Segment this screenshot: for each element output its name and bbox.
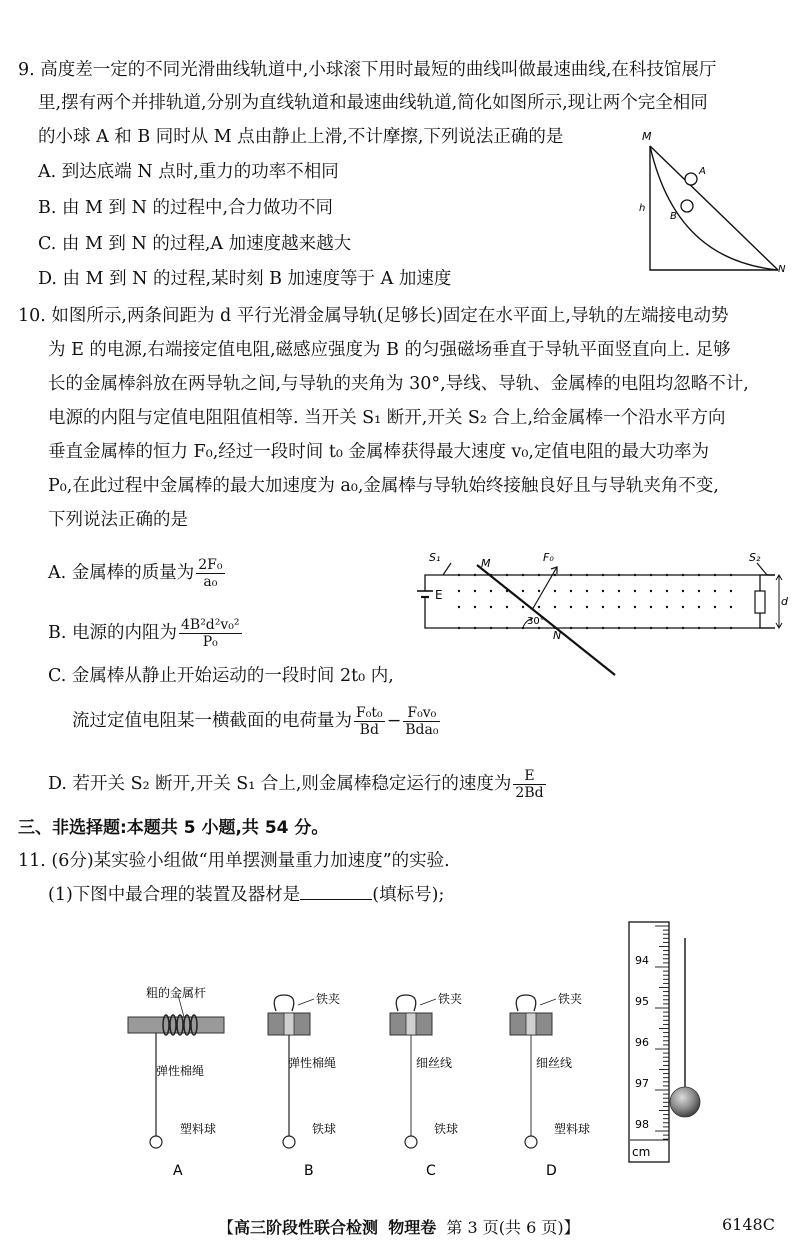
q10-line-1: 10. 如图所示,两条间距为 d 平行光滑金属导轨(足够长)固定在水平面上,导轨的左端接电动势 (18, 306, 729, 326)
q9-line-2: 里,摆有两个并排轨道,分别为直线轨道和最速曲线轨道,简化如图所示,现让两个完全相同 (38, 93, 708, 113)
label-a: A (699, 166, 706, 177)
q10-option-c-line-2: 流过定值电阻某一横截面的电荷量为 $\frac{\text{F₀t₀}}{Bd}$ − $\frac{\text{F₀v₀}}{\text{Bda₀}}$ (72, 705, 439, 738)
q10-line-2: 为 E 的电源,右端接定值电阻,磁感应强度为 B 的匀强磁场垂直于导轨平面竖直向上. 足够 (48, 340, 731, 360)
tick-label-95: 95 (635, 995, 649, 1008)
apparatus-a-string-label: 弹性棉绳 (156, 1064, 205, 1078)
q10-line-5: 垂直金属棒的恒力 F₀,经过一段时间 t₀ 金属棒获得最大速度 v₀,定值电阻的最大功率为 (48, 442, 709, 462)
q9-track-diagram (630, 124, 790, 274)
q9-line-1: 9. 高度差一定的不同光滑曲线轨道中,小球滚下用时最短的曲线叫做最速曲线,在科技馆展厅 (18, 60, 717, 80)
q10-line-3: 长的金属棒斜放在两导轨之间,与导轨的夹角为 30°,导线、导轨、金属棒的电阻均忽略不计, (48, 374, 749, 394)
apparatus-a-ball-label: 塑料球 (180, 1122, 217, 1136)
apparatus-d-letter: D (546, 1163, 557, 1179)
tick-label-96: 96 (635, 1036, 649, 1049)
label-n: N (553, 629, 562, 642)
apparatus-d-ball-label: 塑料球 (554, 1122, 591, 1136)
q9-option-b: B. 由 M 到 N 的过程中,合力做功不同 (38, 198, 334, 218)
apparatus-d-top-label: 铁夹 (558, 992, 583, 1006)
footer-subject: 物理卷 (388, 1218, 437, 1237)
apparatus-b-ball-label: 铁球 (312, 1122, 337, 1136)
q11-ruler-figure (625, 918, 705, 1168)
apparatus-d (510, 991, 590, 1179)
resistor (755, 591, 765, 613)
q10-line-4: 电源的内阻与定值电阻阻值相等. 当开关 S₁ 断开,开关 S₂ 合上,给金属棒一个沿水平方向 (48, 408, 726, 428)
section-heading: 三、非选择题:本题共 5 小题,共 54 分。 (18, 818, 329, 838)
label-e: E (435, 588, 443, 602)
label-m: M (481, 557, 491, 570)
pendulum-bob (670, 1087, 700, 1117)
q9-line-3: 的小球 A 和 B 同时从 M 点由静止上滑,不计摩擦,下列说法正确的是 (38, 127, 564, 147)
apparatus-b (268, 991, 340, 1179)
label-angle: 30° (527, 616, 545, 627)
q9-option-c: C. 由 M 到 N 的过程,A 加速度越来越大 (38, 234, 352, 254)
answer-blank[interactable] (300, 885, 372, 900)
q10-line-6: P₀,在此过程中金属棒的最大加速度为 a₀,金属棒与导轨始终接触良好且与导轨夹角不变, (48, 476, 719, 496)
tick-label-94: 94 (635, 954, 649, 967)
q10-option-b: B. 电源的内阻为 $\frac{\text{4B²d²v₀²}}{\text{P₀}}$ (48, 617, 240, 650)
q10-line-7: 下列说法正确的是 (48, 510, 188, 530)
tick-label-98: 98 (635, 1118, 649, 1131)
label-n: N (778, 264, 786, 274)
apparatus-c-top-label: 铁夹 (438, 992, 463, 1006)
label-d: d (781, 595, 788, 608)
tick-label-97: 97 (635, 1077, 649, 1090)
force-arrow (532, 567, 557, 610)
q10-option-d: D. 若开关 S₂ 断开,开关 S₁ 合上,则金属棒稳定运行的速度为 $\frac{E}{2Bd}$ (48, 768, 544, 801)
q10-rail-diagram (415, 545, 795, 685)
apparatus-c-letter: C (426, 1163, 436, 1179)
q11-sub1: (1)下图中最合理的装置及器材是 (填标号); (48, 885, 445, 905)
apparatus-b-string-label: 弹性棉绳 (288, 1056, 337, 1070)
label-b: B (670, 211, 677, 222)
apparatus-c-string-label: 细丝线 (416, 1056, 453, 1070)
metal-rod (477, 565, 615, 675)
footer-code: 6148C (722, 1215, 775, 1234)
straight-track (650, 146, 778, 270)
q9-option-a: A. 到达底端 N 点时,重力的功率不相同 (38, 162, 339, 182)
label-s2: S₂ (749, 551, 761, 564)
footer-title: 高三阶段性联合检测 (234, 1218, 379, 1237)
q9-option-d: D. 由 M 到 N 的过程,某时刻 B 加速度等于 A 加速度 (38, 269, 452, 289)
switch-s2 (757, 563, 767, 575)
ruler-unit: cm (632, 1145, 651, 1159)
label-f0: F₀ (543, 551, 554, 564)
q10-option-a: A. 金属棒的质量为 $\frac{\text{2F₀}}{\text{a₀}}$ (48, 557, 223, 590)
apparatus-c (390, 991, 462, 1179)
label-h: h (639, 203, 646, 214)
apparatus-d-string-label: 细丝线 (536, 1056, 573, 1070)
apparatus-a (128, 985, 224, 1179)
page-footer: 【高三阶段性联合检测 物理卷 第 3 页(共 6 页)】 (218, 1218, 580, 1237)
apparatus-b-top-label: 铁夹 (316, 992, 341, 1006)
apparatus-b-letter: B (304, 1163, 314, 1179)
ball-a (685, 173, 697, 185)
label-m: M (642, 130, 652, 143)
label-s1: S₁ (429, 551, 441, 564)
q11-apparatus-figure (118, 975, 608, 1185)
footer-page: 第 3 页(共 6 页) (446, 1218, 564, 1237)
ball-b (681, 200, 693, 212)
q10-option-c-line-1: C. 金属棒从静止开始运动的一段时间 2t₀ 内, (48, 666, 394, 686)
apparatus-a-top-label: 粗的金属杆 (146, 986, 207, 1000)
switch-s1 (443, 563, 451, 575)
apparatus-c-ball-label: 铁球 (434, 1122, 459, 1136)
q11-line-1: 11. (6分)某实验小组做“用单摆测量重力加速度”的实验. (18, 851, 450, 871)
apparatus-a-letter: A (173, 1163, 183, 1179)
